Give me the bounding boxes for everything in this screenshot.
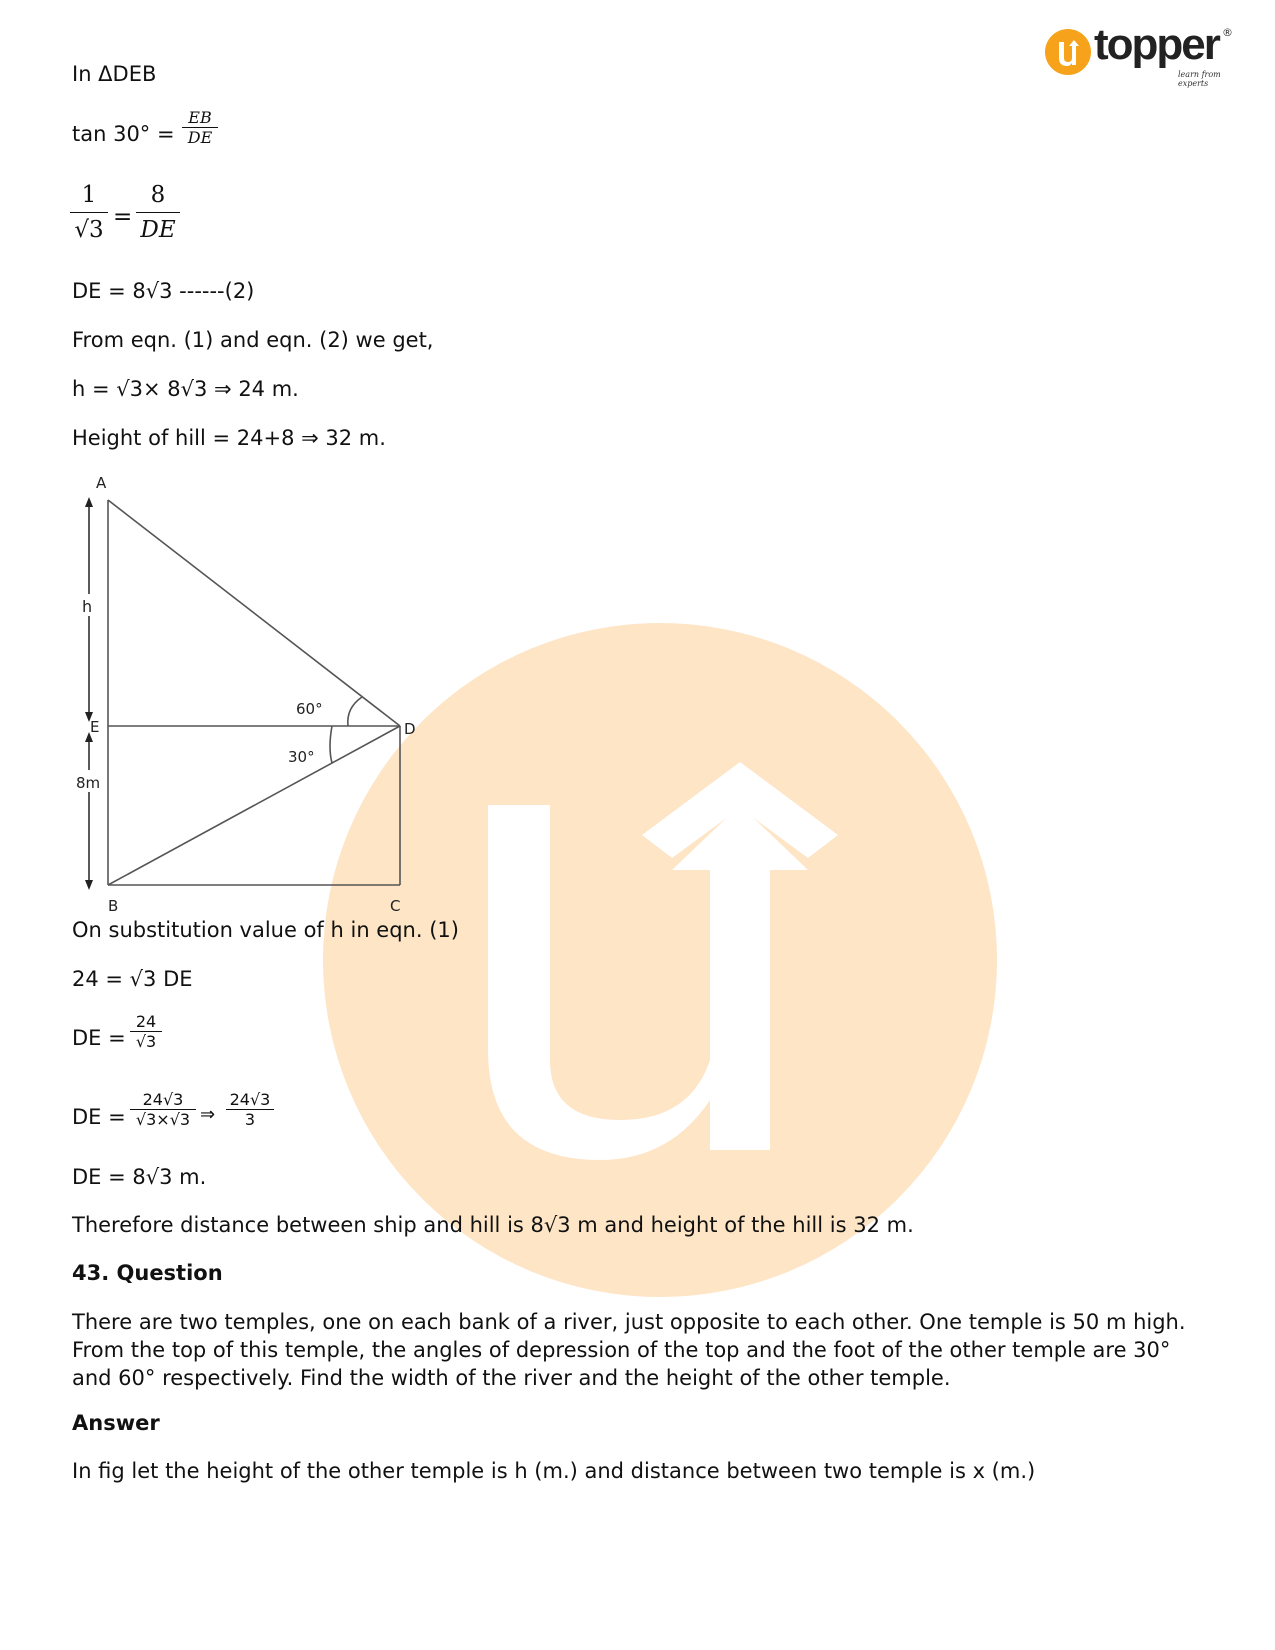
de-eq-lhs: DE = (72, 1026, 126, 1050)
label-c: C (390, 897, 401, 915)
registered-mark-icon: ® (1222, 26, 1233, 39)
fraction-denominator: 3 (226, 1109, 274, 1129)
text-de-eq2: DE = 8√3 ------(2) (72, 279, 255, 303)
label-60: 60° (296, 700, 323, 718)
segment-ad (108, 500, 400, 726)
logo-tagline: learn from experts (1178, 70, 1221, 88)
question-text: There are two temples, one on each bank of a river, just opposite to each other. One temple is 50 m high. From the top of this temple, the angles of depression of the top and the foot of the other temple are 30° and 60° respectively. Find the width of the river and the height of the other temple. (72, 1310, 1186, 1390)
arc-60 (348, 697, 362, 726)
label-a: A (96, 474, 107, 492)
question-title: 43. Question (72, 1261, 223, 1285)
text-height-hill: Height of hill = 24+8 ⇒ 32 m. (72, 426, 386, 450)
logo-brand: topper (1094, 20, 1219, 69)
label-d: D (404, 720, 416, 738)
tan30-lhs: tan 30° = (72, 122, 175, 146)
fraction-numerator: 24√3 (229, 1090, 271, 1109)
fraction-numerator: EB (188, 108, 212, 127)
fraction-denominator: √3×√3 (130, 1109, 196, 1129)
text-de-final: DE = 8√3 m. (72, 1165, 207, 1189)
text-conclusion: Therefore distance between ship and hill is 8√3 m and height of the hill is 32 m. (72, 1213, 914, 1237)
arrow-down-icon (85, 880, 93, 890)
equals-sign: = (113, 204, 133, 230)
fraction-denominator: √3 (130, 1031, 162, 1051)
triangle-diagram (70, 470, 430, 920)
fraction-denominator: √3 (70, 212, 108, 243)
arrow-up-icon (85, 497, 93, 507)
fraction-eb-de (182, 108, 218, 147)
fraction-numerator: 8 (150, 182, 166, 208)
arc-30 (330, 726, 332, 763)
fraction-1-root3 (70, 182, 108, 243)
de-eq-lhs-2: DE = (72, 1105, 126, 1129)
fraction-24root3-over-root3root3 (130, 1090, 196, 1129)
implies-arrow: ⇒ (200, 1104, 216, 1125)
fraction-24-root3 (130, 1012, 162, 1051)
fraction-denominator: DE (136, 212, 180, 243)
text-24-eq: 24 = √3 DE (72, 967, 193, 991)
text-from-eqn: From eqn. (1) and eqn. (2) we get, (72, 328, 434, 352)
fraction-denominator: DE (182, 127, 218, 147)
fraction-numerator: 1 (81, 182, 97, 208)
fraction-24root3-over-3 (226, 1090, 274, 1129)
fraction-8-de (136, 182, 180, 243)
segment-bd (108, 726, 400, 885)
label-30: 30° (288, 748, 315, 766)
text-in-deb: In ΔDEB (72, 62, 157, 86)
label-8m: 8m (76, 774, 101, 792)
label-b: B (108, 897, 119, 915)
text-substitution: On substitution value of h in eqn. (1) (72, 918, 459, 942)
topper-logo (1044, 20, 1234, 88)
answer-title: Answer (72, 1411, 160, 1435)
text-h-value: h = √3× 8√3 ⇒ 24 m. (72, 377, 299, 401)
label-e: E (90, 718, 100, 736)
fraction-numerator: 24 (135, 1012, 157, 1031)
answer-text: In fig let the height of the other temple is h (m.) and distance between two temple is x (m.) (72, 1459, 1036, 1483)
u-circle-icon (1044, 28, 1092, 76)
label-h: h (82, 597, 93, 616)
fraction-numerator: 24√3 (142, 1090, 184, 1109)
